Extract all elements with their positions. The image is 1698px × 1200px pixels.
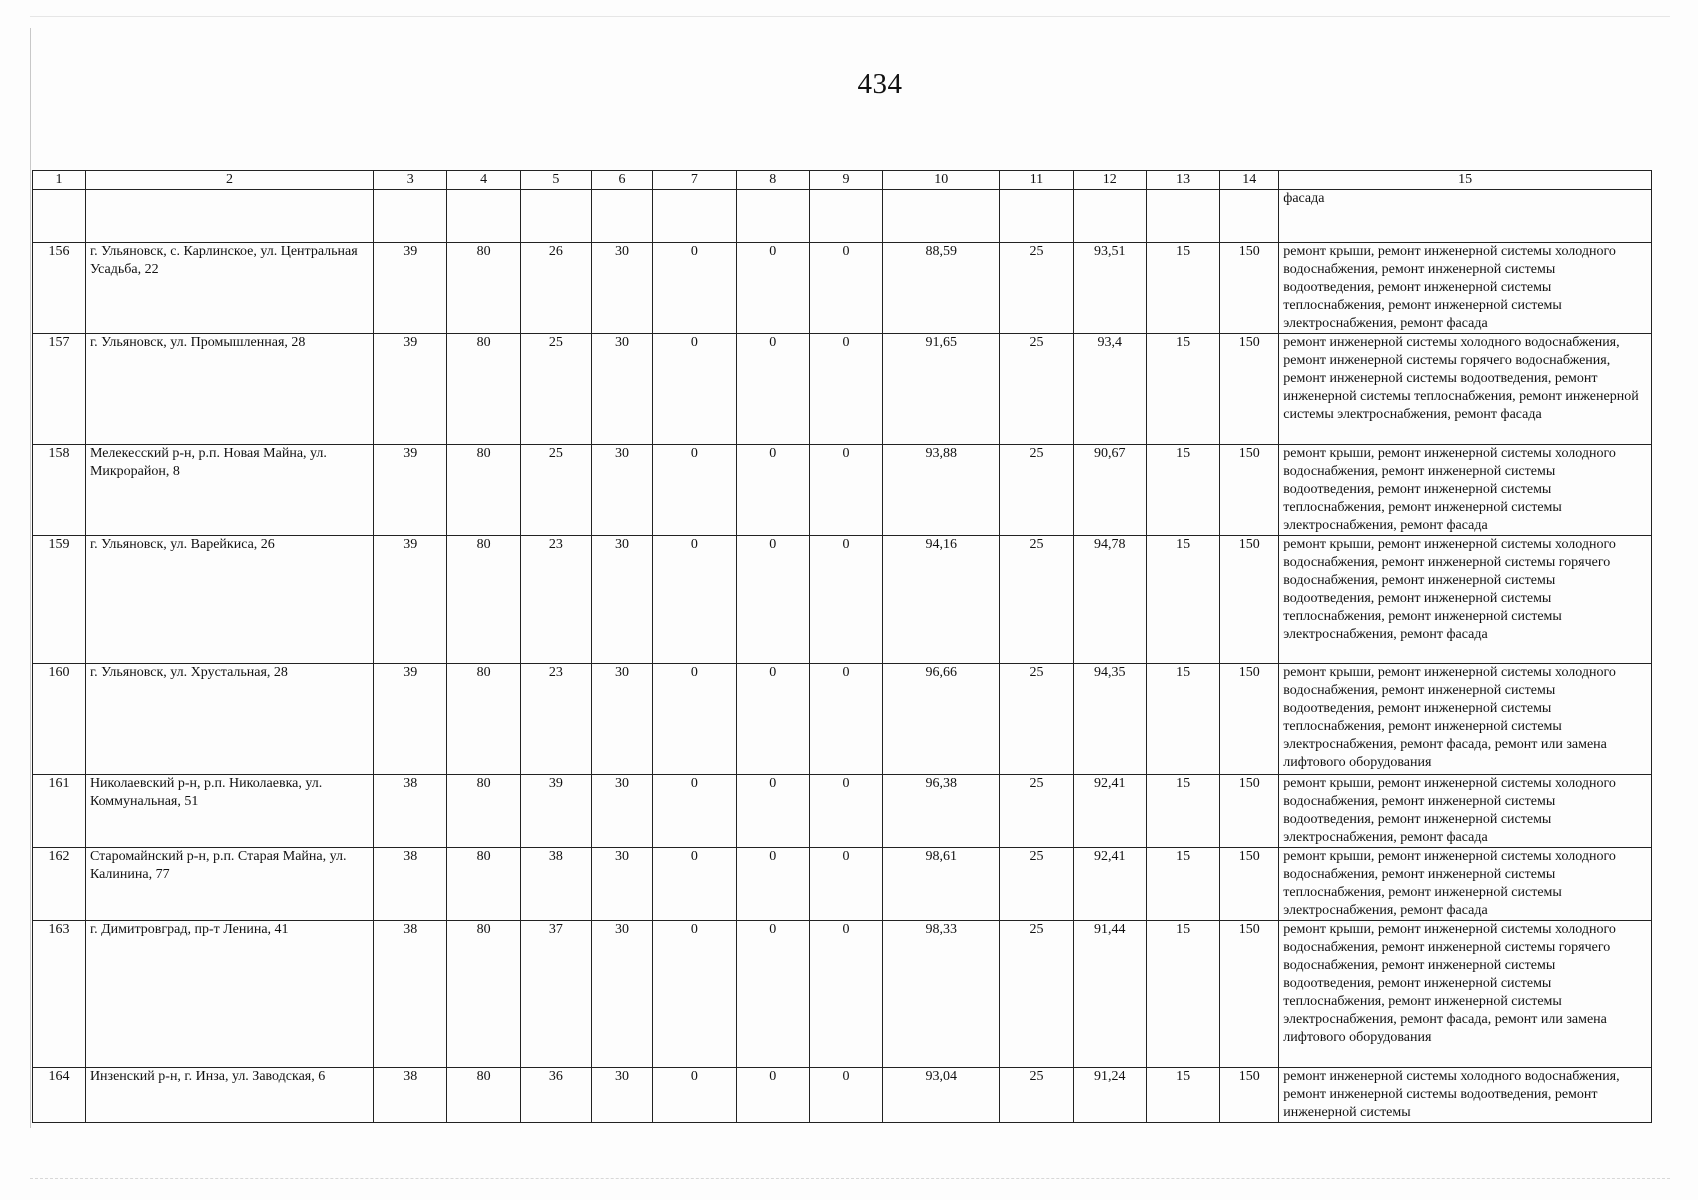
- works-cell: ремонт инженерной системы холодного водоснабжения, ремонт инженерной системы горячего водоснабжения, ремонт инженерной системы водоотведения, ремонт инженерной системы теплоснабжения, ремонт инженерной системы электроснабжения, ремонт фасада: [1279, 334, 1652, 445]
- value-cell: 80: [447, 536, 520, 664]
- value-cell: 0: [736, 334, 809, 445]
- value-cell: 80: [447, 1068, 520, 1123]
- table-row: [33, 334, 1652, 445]
- value-cell: 39: [374, 445, 447, 536]
- value-cell: 0: [653, 334, 736, 445]
- value-cell: 0: [809, 1068, 882, 1123]
- value-cell: 25: [520, 445, 591, 536]
- value-cell: 0: [736, 1068, 809, 1123]
- header-cell: 14: [1220, 171, 1279, 190]
- value-cell: 150: [1220, 334, 1279, 445]
- value-cell: 39: [374, 664, 447, 775]
- value-cell: 94,16: [883, 536, 1000, 664]
- value-cell: 94,78: [1073, 536, 1146, 664]
- value-cell: 0: [736, 848, 809, 921]
- value-cell: 23: [520, 536, 591, 664]
- table-row: [33, 1068, 1652, 1123]
- value-cell: 30: [591, 775, 652, 848]
- header-cell: 7: [653, 171, 736, 190]
- value-cell: 39: [374, 334, 447, 445]
- value-cell: 25: [1000, 445, 1073, 536]
- value-cell: 25: [520, 334, 591, 445]
- row-number: 163: [33, 921, 86, 1068]
- table-row: [33, 243, 1652, 334]
- value-cell: 37: [520, 921, 591, 1068]
- value-cell: 0: [653, 445, 736, 536]
- header-cell: 1: [33, 171, 86, 190]
- value-cell: 38: [374, 848, 447, 921]
- value-cell: 25: [1000, 775, 1073, 848]
- continuation-row: [33, 190, 1652, 243]
- value-cell: 93,51: [1073, 243, 1146, 334]
- value-cell: 93,4: [1073, 334, 1146, 445]
- header-cell: 15: [1279, 171, 1652, 190]
- value-cell: 15: [1146, 334, 1219, 445]
- header-cell: 5: [520, 171, 591, 190]
- value-cell: 0: [809, 848, 882, 921]
- scan-edge-left: [30, 28, 31, 1128]
- value-cell: 30: [591, 243, 652, 334]
- value-cell: 0: [809, 334, 882, 445]
- value-cell: 91,24: [1073, 1068, 1146, 1123]
- continuation-text: фасада: [1279, 190, 1652, 243]
- table-row: [33, 664, 1652, 775]
- value-cell: 30: [591, 445, 652, 536]
- scan-edge-top: [30, 16, 1670, 17]
- value-cell: 88,59: [883, 243, 1000, 334]
- value-cell: 30: [591, 1068, 652, 1123]
- value-cell: 38: [374, 775, 447, 848]
- header-cell: 3: [374, 171, 447, 190]
- value-cell: 0: [809, 664, 882, 775]
- address-cell: Старомайнский р-н, р.п. Старая Майна, ул. Калинина, 77: [85, 848, 373, 921]
- value-cell: 0: [809, 445, 882, 536]
- header-cell: 8: [736, 171, 809, 190]
- value-cell: 36: [520, 1068, 591, 1123]
- row-number: 160: [33, 664, 86, 775]
- value-cell: 80: [447, 334, 520, 445]
- works-cell: ремонт крыши, ремонт инженерной системы холодного водоснабжения, ремонт инженерной системы водоотведения, ремонт инженерной системы теплоснабжения, ремонт инженерной системы электроснабжения, ремонт фасада, ремонт или замена лифтового оборудования: [1279, 664, 1652, 775]
- value-cell: 80: [447, 243, 520, 334]
- table-row: [33, 921, 1652, 1068]
- value-cell: 0: [736, 243, 809, 334]
- value-cell: 90,67: [1073, 445, 1146, 536]
- value-cell: 80: [447, 848, 520, 921]
- value-cell: 30: [591, 921, 652, 1068]
- works-cell: ремонт крыши, ремонт инженерной системы холодного водоснабжения, ремонт инженерной системы теплоснабжения, ремонт инженерной системы электроснабжения, ремонт фасада: [1279, 848, 1652, 921]
- value-cell: 39: [520, 775, 591, 848]
- value-cell: 150: [1220, 1068, 1279, 1123]
- value-cell: 0: [653, 1068, 736, 1123]
- value-cell: 0: [653, 848, 736, 921]
- header-cell: 4: [447, 171, 520, 190]
- value-cell: 38: [520, 848, 591, 921]
- row-number: 164: [33, 1068, 86, 1123]
- works-cell: ремонт инженерной системы холодного водоснабжения, ремонт инженерной системы водоотведения, ремонт инженерной системы: [1279, 1068, 1652, 1123]
- value-cell: 150: [1220, 243, 1279, 334]
- value-cell: 0: [653, 921, 736, 1068]
- works-cell: ремонт крыши, ремонт инженерной системы холодного водоснабжения, ремонт инженерной системы горячего водоснабжения, ремонт инженерной системы водоотведения, ремонт инженерной системы теплоснабжения, ремонт инженерной системы электроснабжения, ремонт фасада, ремонт или замена лифтового оборудования: [1279, 921, 1652, 1068]
- value-cell: 0: [653, 664, 736, 775]
- value-cell: 150: [1220, 921, 1279, 1068]
- value-cell: 150: [1220, 664, 1279, 775]
- header-cell: 9: [809, 171, 882, 190]
- works-cell: ремонт крыши, ремонт инженерной системы холодного водоснабжения, ремонт инженерной системы горячего водоснабжения, ремонт инженерной системы водоотведения, ремонт инженерной системы теплоснабжения, ремонт инженерной системы электроснабжения, ремонт фасада: [1279, 536, 1652, 664]
- value-cell: 0: [809, 243, 882, 334]
- value-cell: 0: [809, 921, 882, 1068]
- value-cell: 25: [1000, 1068, 1073, 1123]
- value-cell: 15: [1146, 536, 1219, 664]
- header-cell: 2: [85, 171, 373, 190]
- value-cell: 0: [736, 921, 809, 1068]
- value-cell: 15: [1146, 243, 1219, 334]
- address-cell: г. Ульяновск, ул. Хрустальная, 28: [85, 664, 373, 775]
- value-cell: 25: [1000, 848, 1073, 921]
- value-cell: 98,33: [883, 921, 1000, 1068]
- value-cell: 25: [1000, 921, 1073, 1068]
- table-row: [33, 536, 1652, 664]
- table-row: [33, 775, 1652, 848]
- value-cell: 38: [374, 921, 447, 1068]
- value-cell: 0: [653, 775, 736, 848]
- value-cell: 0: [736, 775, 809, 848]
- value-cell: 91,44: [1073, 921, 1146, 1068]
- value-cell: 150: [1220, 536, 1279, 664]
- value-cell: 150: [1220, 445, 1279, 536]
- value-cell: 26: [520, 243, 591, 334]
- value-cell: 96,38: [883, 775, 1000, 848]
- value-cell: 0: [736, 664, 809, 775]
- table-row: [33, 445, 1652, 536]
- value-cell: 39: [374, 536, 447, 664]
- scan-edge-bottom: [30, 1178, 1670, 1180]
- value-cell: 15: [1146, 848, 1219, 921]
- header-cell: 11: [1000, 171, 1073, 190]
- address-cell: г. Ульяновск, с. Карлинское, ул. Центральная Усадьба, 22: [85, 243, 373, 334]
- address-cell: г. Ульяновск, ул. Промышленная, 28: [85, 334, 373, 445]
- address-cell: Инзенский р-н, г. Инза, ул. Заводская, 6: [85, 1068, 373, 1123]
- value-cell: 0: [809, 536, 882, 664]
- header-cell: 10: [883, 171, 1000, 190]
- value-cell: 91,65: [883, 334, 1000, 445]
- value-cell: 0: [809, 775, 882, 848]
- value-cell: 25: [1000, 334, 1073, 445]
- row-number: 161: [33, 775, 86, 848]
- address-cell: Мелекесский р-н, р.п. Новая Майна, ул. Микрорайон, 8: [85, 445, 373, 536]
- header-cell: 13: [1146, 171, 1219, 190]
- value-cell: 93,04: [883, 1068, 1000, 1123]
- value-cell: 80: [447, 921, 520, 1068]
- value-cell: 0: [736, 536, 809, 664]
- works-cell: ремонт крыши, ремонт инженерной системы холодного водоснабжения, ремонт инженерной системы водоотведения, ремонт инженерной системы теплоснабжения, ремонт инженерной системы электроснабжения, ремонт фасада: [1279, 445, 1652, 536]
- value-cell: 150: [1220, 848, 1279, 921]
- value-cell: 0: [653, 243, 736, 334]
- value-cell: 0: [653, 536, 736, 664]
- page-number: 434: [857, 68, 903, 100]
- value-cell: 39: [374, 243, 447, 334]
- value-cell: 38: [374, 1068, 447, 1123]
- value-cell: 30: [591, 536, 652, 664]
- address-cell: Николаевский р-н, р.п. Николаевка, ул. Коммунальная, 51: [85, 775, 373, 848]
- header-cell: 12: [1073, 171, 1146, 190]
- value-cell: 150: [1220, 775, 1279, 848]
- value-cell: 15: [1146, 775, 1219, 848]
- value-cell: 15: [1146, 921, 1219, 1068]
- value-cell: 80: [447, 664, 520, 775]
- row-number: 156: [33, 243, 86, 334]
- value-cell: 25: [1000, 536, 1073, 664]
- row-number: 159: [33, 536, 86, 664]
- value-cell: 0: [736, 445, 809, 536]
- table-header-row: [33, 171, 1652, 190]
- works-cell: ремонт крыши, ремонт инженерной системы холодного водоснабжения, ремонт инженерной системы водоотведения, ремонт инженерной системы электроснабжения, ремонт фасада: [1279, 775, 1652, 848]
- value-cell: 93,88: [883, 445, 1000, 536]
- value-cell: 30: [591, 664, 652, 775]
- value-cell: 15: [1146, 1068, 1219, 1123]
- address-cell: г. Ульяновск, ул. Варейкиса, 26: [85, 536, 373, 664]
- table-row: [33, 848, 1652, 921]
- works-cell: ремонт крыши, ремонт инженерной системы холодного водоснабжения, ремонт инженерной системы водоотведения, ремонт инженерной системы теплоснабжения, ремонт инженерной системы электроснабжения, ремонт фасада: [1279, 243, 1652, 334]
- value-cell: 23: [520, 664, 591, 775]
- value-cell: 25: [1000, 664, 1073, 775]
- value-cell: 30: [591, 334, 652, 445]
- row-number: 157: [33, 334, 86, 445]
- row-number: 162: [33, 848, 86, 921]
- value-cell: 94,35: [1073, 664, 1146, 775]
- value-cell: 80: [447, 445, 520, 536]
- value-cell: 96,66: [883, 664, 1000, 775]
- value-cell: 15: [1146, 664, 1219, 775]
- value-cell: 15: [1146, 445, 1219, 536]
- value-cell: 92,41: [1073, 775, 1146, 848]
- header-cell: 6: [591, 171, 652, 190]
- value-cell: 30: [591, 848, 652, 921]
- value-cell: 92,41: [1073, 848, 1146, 921]
- value-cell: 80: [447, 775, 520, 848]
- value-cell: 25: [1000, 243, 1073, 334]
- value-cell: 98,61: [883, 848, 1000, 921]
- data-table: [32, 170, 1652, 1123]
- row-number: 158: [33, 445, 86, 536]
- address-cell: г. Димитровград, пр-т Ленина, 41: [85, 921, 373, 1068]
